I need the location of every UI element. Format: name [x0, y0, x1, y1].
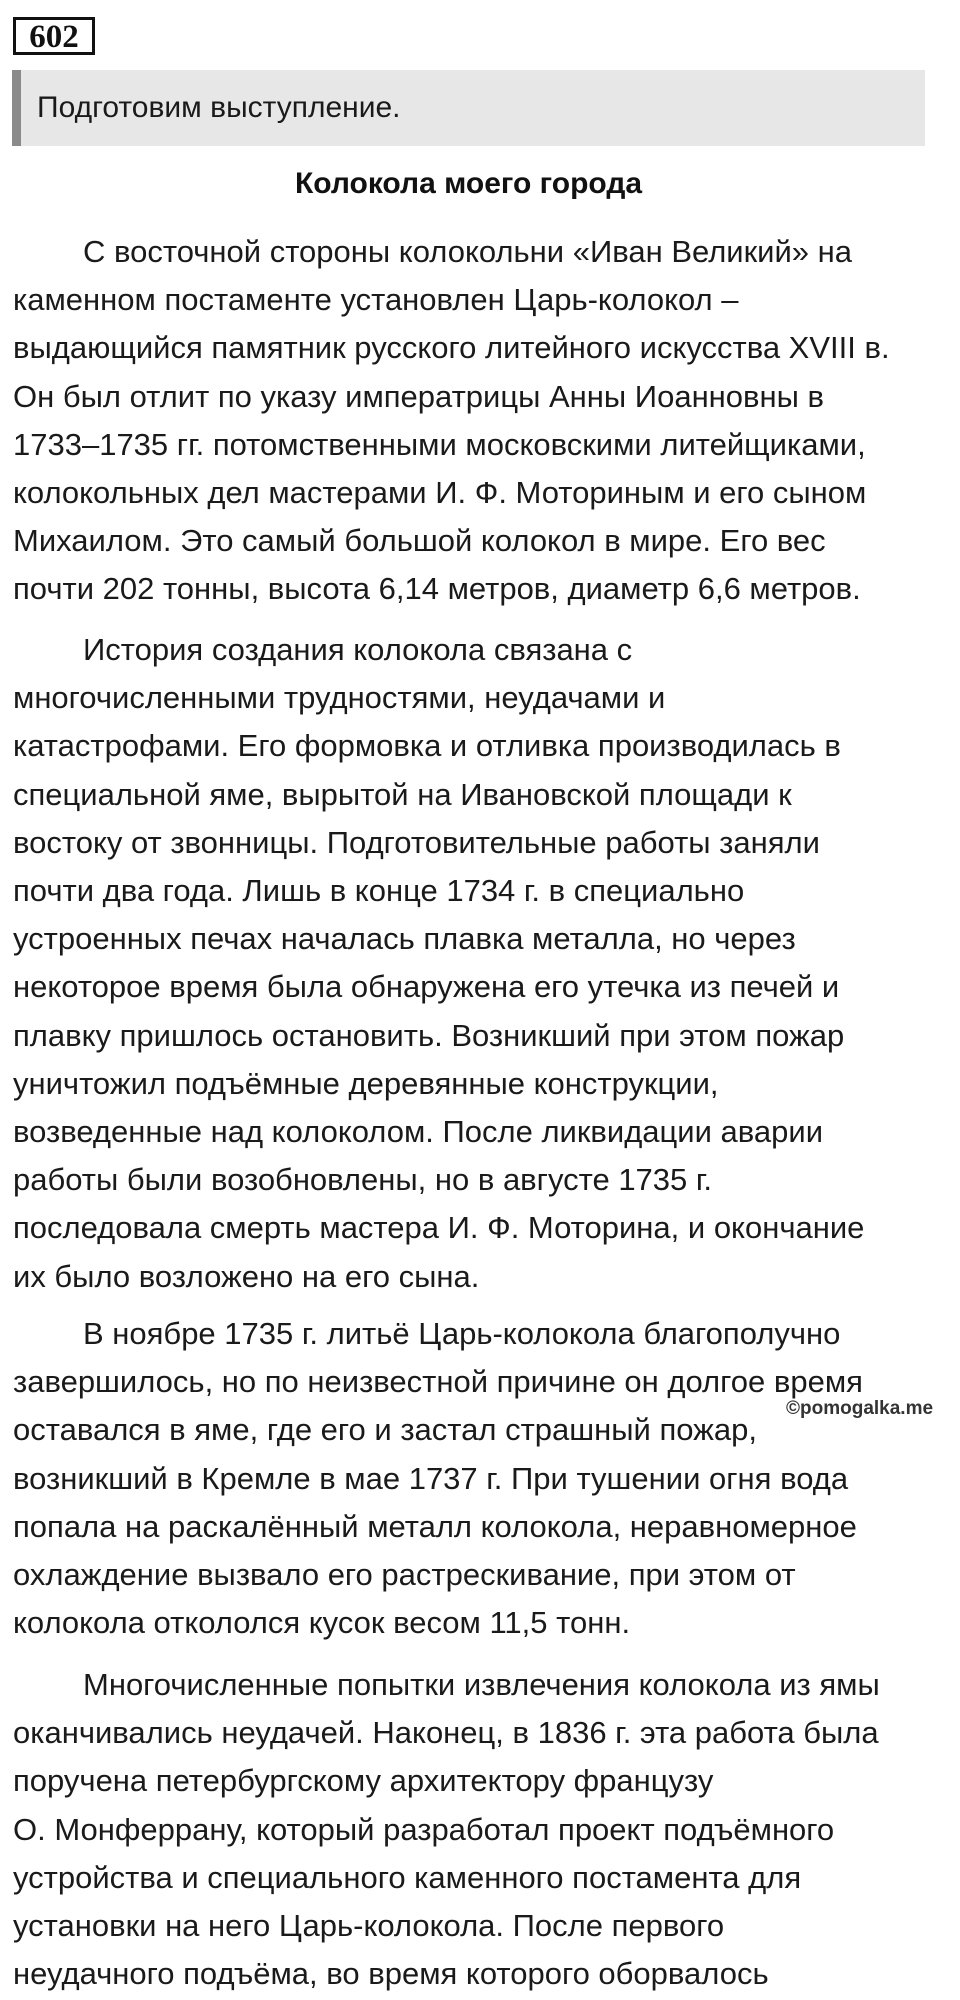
text-line: многочисленными трудностями, неудачами и [13, 680, 666, 716]
text-line: устройства и специального каменного постамента для [13, 1859, 802, 1895]
watermark: ©pomogalka.me [786, 1398, 934, 1419]
task-number-box: 602 [13, 17, 95, 55]
paragraph-4 [13, 1661, 933, 1998]
text-line: плавку пришлось остановить. Возникший при этом пожар [13, 1017, 845, 1053]
text-line: Михаилом. Это самый большой колокол в мире. Его вес [13, 523, 826, 559]
text-line: каменном постаменте установлен Царь-колокол – [13, 282, 739, 318]
text-line: возведенные над колоколом. После ликвидации аварии [13, 1114, 824, 1150]
text-line: работы были возобновлены, но в августе 1735 г. [13, 1162, 713, 1198]
text-line: попала на раскалённый металл колокола, неравномерное [13, 1508, 857, 1544]
text-line: неудачного подъёма, во время которого оборвалось [13, 1956, 769, 1992]
paragraph-2 [13, 626, 933, 1301]
text-line: установки на него Царь-колокола. После первого [13, 1908, 725, 1944]
paragraph-3 [13, 1310, 933, 1647]
document-title: Колокола моего города [294, 167, 643, 200]
text-line: уничтожил подъёмные деревянные конструкции, [13, 1065, 719, 1101]
text-line: Он был отлит по указу императрицы Анны Иоанновны в [13, 378, 824, 414]
text-line: выдающийся памятник русского литейного искусства XVIII в. [13, 330, 890, 366]
paragraph-1 [13, 228, 933, 614]
text-line: В ноябре 1735 г. литьё Царь-колокола благополучно [83, 1316, 841, 1351]
text-line: последовала смерть мастера И. Ф. Моторина, и окончание [13, 1210, 865, 1246]
text-line: колокола откололся кусок весом 11,5 тонн. [13, 1605, 631, 1641]
text-line: колокольных дел мастерами И. Ф. Моториным и его сыном [13, 475, 867, 511]
text-line: катастрофами. Его формовка и отливка производилась в [13, 728, 841, 764]
text-line: охлаждение вызвало его растрескивание, при этом от [13, 1557, 796, 1593]
text-line: их было возложено на его сына. [13, 1258, 480, 1294]
text-line: оканчивались неудачей. Наконец, в 1836 г. эта работа была [13, 1715, 879, 1751]
text-line: востоку от звонницы. Подготовительные работы заняли [13, 824, 820, 860]
text-line: почти 202 тонны, высота 6,14 метров, диаметр 6,6 метров. [13, 571, 861, 607]
text-line: История создания колокола связана с [83, 632, 633, 667]
text-line: специальной яме, вырытой на Ивановской площади к [13, 776, 792, 812]
text-line: С восточной стороны колокольни «Иван Великий» на [83, 234, 853, 269]
text-line: поручена петербургскому архитектору французу [13, 1763, 714, 1799]
task-instruction-banner: Подготовим выступление. [12, 70, 925, 146]
text-line: почти два года. Лишь в конце 1734 г. в специально [13, 873, 745, 909]
text-line: О. Монферрану, который разработал проект подъёмного [13, 1811, 835, 1847]
text-line: оставался в яме, где его и застал страшный пожар, [13, 1412, 757, 1448]
text-line: устроенных печах началась плавка металла, но через [13, 921, 796, 957]
text-line: некоторое время была обнаружена его утечка из печей и [13, 969, 840, 1005]
text-line: возникший в Кремле в мае 1737 г. При тушении огня вода [13, 1460, 849, 1496]
text-line: 1733–1735 гг. потомственными московскими литейщиками, [13, 426, 866, 462]
text-line: завершилось, но по неизвестной причине он долгое время [13, 1364, 863, 1400]
text-line: Многочисленные попытки извлечения колокола из ямы [83, 1667, 880, 1702]
